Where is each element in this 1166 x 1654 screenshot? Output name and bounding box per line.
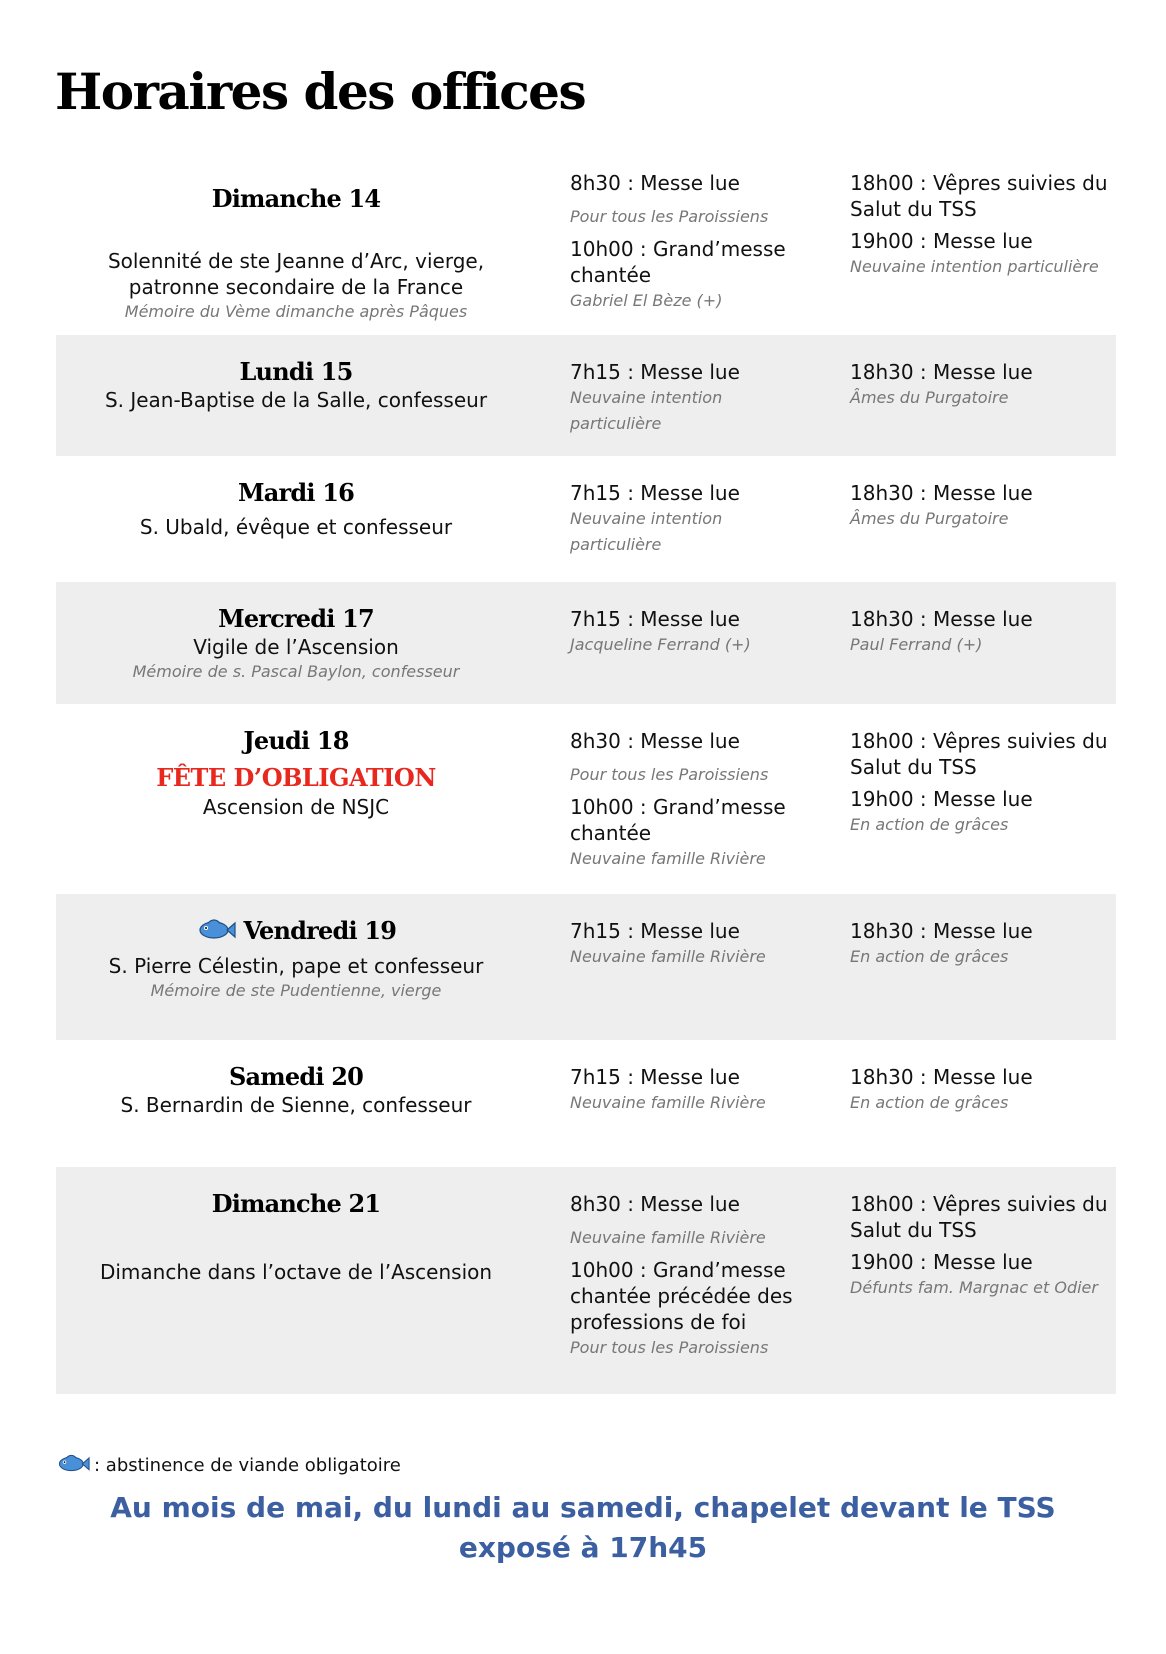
- day-row-jeudi-18: [56, 704, 1116, 894]
- evening-masses: [850, 480, 1110, 532]
- feast-name: Vigile de l’Ascension: [193, 635, 399, 659]
- day-name: Lundi 15: [239, 357, 353, 386]
- mass-time: 18h30 : Messe lue: [850, 1065, 1033, 1089]
- evening-masses: [850, 728, 1110, 844]
- day-name: Samedi 20: [229, 1062, 363, 1091]
- morning-masses: [570, 728, 806, 878]
- schedule-table: [56, 170, 1116, 1394]
- mass-slot: [850, 228, 1110, 280]
- mass-time: 10h00 : Grand’messe chantée: [570, 795, 786, 845]
- day-name: Vendredi 19: [243, 916, 397, 945]
- day-name: Dimanche 14: [211, 184, 381, 213]
- day-info: [56, 704, 536, 894]
- mass-intention: Neuvaine famille Rivière: [570, 1228, 766, 1247]
- morning-masses: [570, 918, 806, 970]
- mass-intention: Défunts fam. Margnac et Odier: [850, 1278, 1098, 1297]
- mass-intention: Neuvaine intention particulière: [570, 509, 723, 554]
- mass-intention: Âmes du Purgatoire: [850, 388, 1009, 407]
- mass-time: 18h30 : Messe lue: [850, 919, 1033, 943]
- morning-masses: [570, 1191, 806, 1367]
- day-info: [56, 1167, 536, 1394]
- morning-masses: [570, 170, 806, 320]
- mass-intention: En action de grâces: [850, 815, 1009, 834]
- mass-slot: [850, 1191, 1110, 1243]
- legend: [56, 1452, 401, 1479]
- feast-name: Solennité de ste Jeanne d’Arc, vierge, patronne secondaire de la France: [107, 249, 485, 299]
- mass-slot: [570, 794, 806, 872]
- mass-time: 7h15 : Messe lue: [570, 360, 740, 384]
- mass-time: 8h30 : Messe lue: [570, 1192, 740, 1216]
- mass-time: 18h30 : Messe lue: [850, 481, 1033, 505]
- mass-intention: Pour tous les Paroissiens: [570, 1338, 769, 1357]
- mass-time: 19h00 : Messe lue: [850, 229, 1033, 253]
- feast-name: S. Jean-Baptise de la Salle, confesseur: [104, 388, 488, 412]
- mass-slot: [570, 170, 806, 230]
- day-row-dimanche-21: [56, 1167, 1116, 1394]
- evening-masses: [850, 918, 1110, 970]
- mass-time: 19h00 : Messe lue: [850, 787, 1033, 811]
- mass-intention: Paul Ferrand (+): [850, 635, 983, 654]
- fish-icon: [56, 1452, 90, 1479]
- mass-time: 10h00 : Grand’messe chantée: [570, 237, 786, 287]
- morning-masses: [570, 1064, 806, 1116]
- mass-intention: Âmes du Purgatoire: [850, 509, 1009, 528]
- mass-time: 7h15 : Messe lue: [570, 481, 740, 505]
- mass-time: 18h00 : Vêpres suivies du Salut du TSS: [850, 171, 1108, 221]
- mass-slot: [570, 1191, 806, 1251]
- feast-name: S. Ubald, évêque et confesseur: [139, 515, 453, 539]
- mass-intention: Neuvaine famille Rivière: [570, 1093, 766, 1112]
- mass-time: 10h00 : Grand’messe chantée précédée des professions de foi: [570, 1258, 793, 1334]
- evening-masses: [850, 606, 1110, 658]
- mass-slot: [570, 728, 806, 788]
- mass-time: 7h15 : Messe lue: [570, 919, 740, 943]
- morning-masses: [570, 606, 806, 658]
- mass-intention: Pour tous les Paroissiens: [570, 207, 769, 226]
- mass-time: 19h00 : Messe lue: [850, 1250, 1033, 1274]
- mass-time: 18h30 : Messe lue: [850, 360, 1033, 384]
- feast-name: Ascension de NSJC: [202, 795, 390, 819]
- day-info: [56, 170, 536, 335]
- day-row-samedi-20: [56, 1040, 1116, 1167]
- mass-time: 18h30 : Messe lue: [850, 607, 1033, 631]
- mass-slot: [570, 236, 806, 314]
- feast-name: S. Pierre Célestin, pape et confesseur: [108, 954, 484, 978]
- fish-icon: [196, 916, 236, 949]
- evening-masses: [850, 1064, 1110, 1116]
- mass-intention: Neuvaine famille Rivière: [570, 849, 766, 868]
- mass-time: 8h30 : Messe lue: [570, 171, 740, 195]
- day-row-lundi-15: [56, 335, 1116, 456]
- mass-intention: Pour tous les Paroissiens: [570, 765, 769, 784]
- morning-masses: [570, 480, 806, 558]
- day-info: [56, 335, 536, 456]
- mass-slot: [850, 786, 1110, 838]
- memoire: Mémoire de s. Pascal Baylon, confesseur: [132, 662, 460, 681]
- mass-slot: [850, 1249, 1110, 1301]
- feast-name: S. Bernardin de Sienne, confesseur: [120, 1093, 472, 1117]
- day-name: Jeudi 18: [243, 726, 349, 755]
- day-info: [56, 582, 536, 704]
- day-info: [56, 894, 536, 1040]
- mass-intention: Jacqueline Ferrand (+): [570, 635, 751, 654]
- mass-intention: Neuvaine intention particulière: [850, 257, 1099, 276]
- day-name: Mercredi 17: [218, 604, 374, 633]
- day-row-mercredi-17: [56, 582, 1116, 704]
- page-title: Horaires des offices: [55, 62, 586, 121]
- legend-text: : abstinence de viande obligatoire: [94, 1455, 401, 1476]
- feast-name: Dimanche dans l’octave de l’Ascension: [99, 1260, 493, 1284]
- day-info: [56, 1040, 536, 1167]
- mass-intention: Gabriel El Bèze (+): [570, 291, 723, 310]
- morning-masses: [570, 359, 806, 437]
- mass-time: 7h15 : Messe lue: [570, 1065, 740, 1089]
- mass-intention: Neuvaine famille Rivière: [570, 947, 766, 966]
- evening-masses: [850, 1191, 1110, 1307]
- mass-time: 8h30 : Messe lue: [570, 729, 740, 753]
- mass-time: 18h00 : Vêpres suivies du Salut du TSS: [850, 1192, 1108, 1242]
- mass-intention: En action de grâces: [850, 1093, 1009, 1112]
- memoire: Mémoire du Vème dimanche après Pâques: [124, 302, 468, 321]
- memoire: Mémoire de ste Pudentienne, vierge: [150, 981, 442, 1000]
- mass-time: 7h15 : Messe lue: [570, 607, 740, 631]
- mass-slot: [850, 728, 1110, 780]
- rosary-notice: Au mois de mai, du lundi au samedi, chapelet devant le TSS exposé à 17h45: [110, 1491, 1056, 1564]
- day-name: Dimanche 21: [211, 1189, 381, 1218]
- day-heading: [66, 916, 526, 949]
- obligation-label: FÊTE D’OBLIGATION: [156, 763, 436, 792]
- day-row-mardi-16: [56, 456, 1116, 582]
- mass-slot: [570, 1257, 806, 1361]
- evening-masses: [850, 359, 1110, 411]
- mass-intention: Neuvaine intention particulière: [570, 388, 723, 433]
- mass-intention: En action de grâces: [850, 947, 1009, 966]
- day-row-vendredi-19: [56, 894, 1116, 1040]
- mass-slot: [850, 170, 1110, 222]
- day-row-dimanche-14: [56, 170, 1116, 335]
- day-name: Mardi 16: [237, 478, 354, 507]
- mass-time: 18h00 : Vêpres suivies du Salut du TSS: [850, 729, 1108, 779]
- evening-masses: [850, 170, 1110, 286]
- day-info: [56, 456, 536, 582]
